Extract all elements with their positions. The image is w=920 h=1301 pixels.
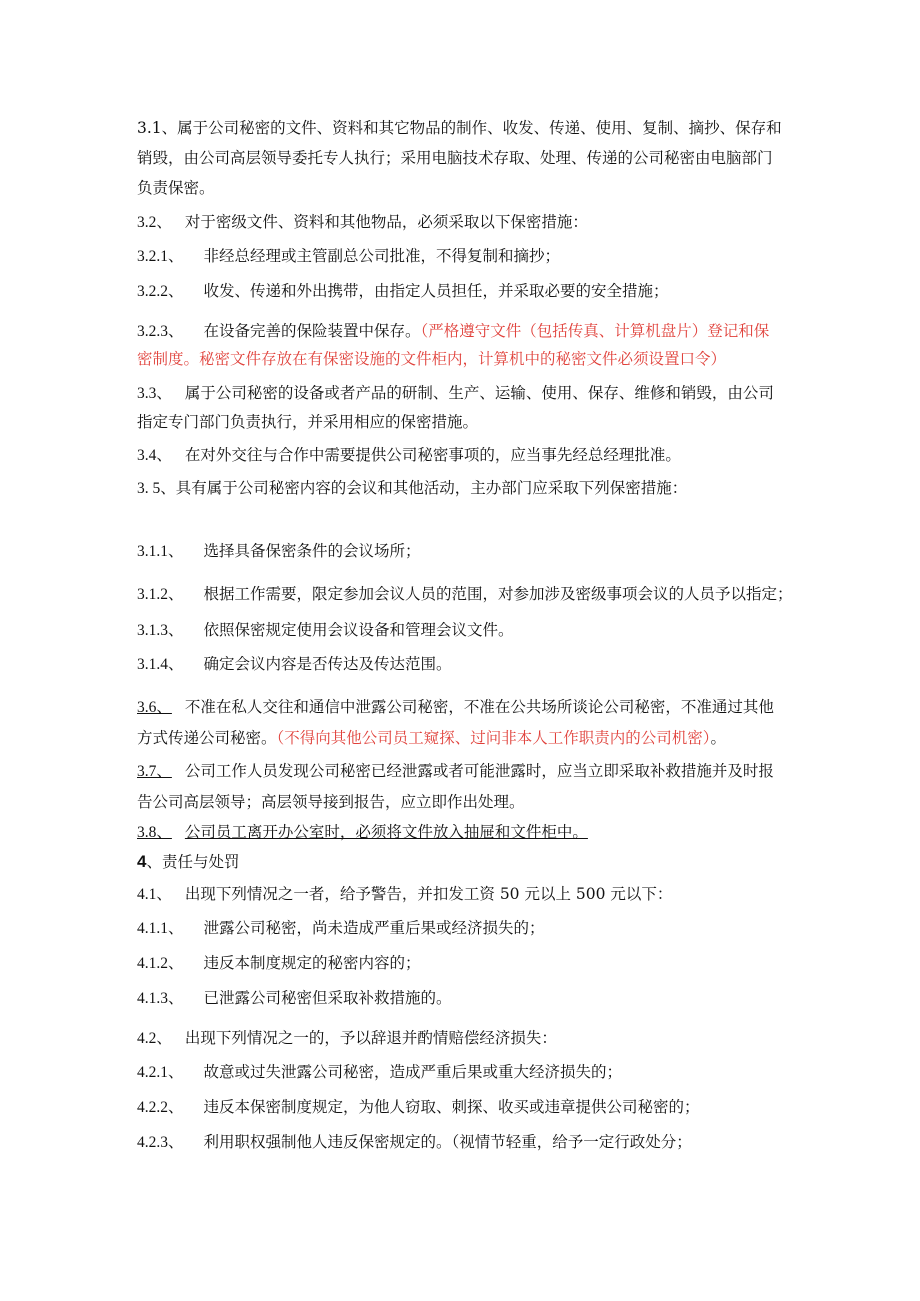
item-text: 具有属于公司秘密内容的会议和其他活动，主办部门应采取下列保密措施：	[175, 479, 688, 497]
para-4-2-3	[137, 1132, 692, 1153]
item-text: 泄露公司秘密，尚未造成严重后果或经济损失的；	[203, 919, 545, 937]
para-3-2-3-line-2: 密制度。秘密文件存放在有保密设施的文件柜内，计算机中的秘密文件必须设置口令）	[137, 350, 727, 368]
item-text: 在对外交往与合作中需要提供公司秘密事项的，应当事先经总经理批准。	[184, 446, 681, 464]
item-number: 3.1.1、	[137, 543, 184, 560]
item-number: 3.2、	[137, 214, 172, 231]
para-3-1-3	[137, 620, 514, 641]
item-number: 3.8、	[137, 824, 172, 841]
para-3-8	[137, 822, 588, 843]
section-title: 、责任与处罚	[146, 853, 240, 871]
item-text: 收发、传递和外出携带，由指定人员担任，并采取必要的安全措施；	[203, 282, 669, 300]
para-3-2-3	[137, 321, 769, 342]
item-text: 方式传递公司秘密。	[137, 729, 277, 747]
item-number: 3.4、	[137, 447, 172, 464]
item-number: 3.1.2、	[137, 586, 184, 603]
para-3-1-2	[137, 584, 793, 605]
item-text: 非经总经理或主管副总公司批准，不得复制和摘抄；	[203, 247, 561, 265]
para-3-1-4	[137, 654, 452, 675]
item-text: 属于公司秘密的设备或者产品的研制、生产、运输、使用、保存、维修和销毁，由公司	[184, 384, 774, 402]
para-3-3-line-1	[137, 383, 774, 404]
para-4-2-1	[137, 1062, 622, 1083]
item-text: 利用职权强制他人违反保密规定的。（视情节轻重，给予一定行政处分；	[203, 1133, 692, 1151]
para-3-2-1	[137, 246, 560, 267]
item-number: 4.1.1、	[137, 920, 184, 937]
item-number: 3.2.2、	[137, 283, 184, 300]
item-text: 违反本制度规定的秘密内容的；	[203, 954, 421, 972]
item-number: 4.2、	[137, 1030, 172, 1047]
para-3-5	[137, 478, 687, 499]
para-3-1-1	[137, 541, 421, 562]
para-4-2-2	[137, 1097, 700, 1118]
item-number: 4.1.3、	[137, 990, 184, 1007]
item-number: 4.2.2、	[137, 1099, 184, 1116]
para-3-2-2	[137, 281, 669, 302]
para-4-1-3	[137, 988, 452, 1009]
item-text: 依照保密规定使用会议设备和管理会议文件。	[203, 621, 514, 639]
red-note: （严格遵守文件（包括传真、计算机盘片）登记和保	[420, 322, 770, 340]
item-text: 故意或过失泄露公司秘密，造成严重后果或重大经济损失的；	[203, 1063, 623, 1081]
para-4-2	[137, 1028, 557, 1049]
para-4-1-1	[137, 918, 545, 939]
item-number: 4.1.2、	[137, 955, 184, 972]
item-number: 3.2.1、	[137, 248, 184, 265]
para-3-6-line-2	[137, 728, 726, 748]
item-number: 3.6、	[137, 699, 172, 716]
item-text: 在设备完善的保险装置中保存。	[203, 322, 421, 340]
item-text: 不准在私人交往和通信中泄露公司秘密，不准在公共场所谈论公司秘密，不准通过其他	[184, 698, 774, 716]
item-text: 已泄露公司秘密但采取补救措施的。	[203, 989, 452, 1007]
para-3-1-line-1: 3.1、属于公司秘密的文件、资料和其它物品的制作、收发、传递、使用、复制、摘抄、保存和	[137, 119, 782, 137]
red-note: （不得向其他公司员工窥探、过问非本人工作职责内的公司机密）	[276, 729, 711, 747]
item-text: 确定会议内容是否传达及传达范围。	[203, 655, 452, 673]
para-3-3-line-2: 指定专门部门负责执行，并采用相应的保密措施。	[137, 413, 479, 431]
para-4-1	[137, 884, 672, 905]
item-end: 。	[710, 729, 727, 747]
para-3-6-line-1	[137, 697, 774, 718]
item-text: 对于密级文件、资料和其他物品，必须采取以下保密措施：	[184, 213, 588, 231]
item-number: 3. 5、	[137, 480, 176, 497]
item-text: 公司员工离开办公室时，必须将文件放入抽屉和文件柜中。	[184, 823, 588, 841]
section-number: 4	[137, 852, 147, 871]
item-number: 3.2.3、	[137, 323, 184, 340]
para-3-7-line-2: 告公司高层领导；高层领导接到报告，应立即作出处理。	[137, 793, 525, 811]
item-number: 4.1、	[137, 886, 172, 903]
item-number: 3.7、	[137, 763, 172, 780]
item-text: 公司工作人员发现公司秘密已经泄露或者可能泄露时，应当立即采取补救措施并及时报	[184, 762, 774, 780]
item-text: 出现下列情况之一的，予以辞退并酌情赔偿经济损失：	[184, 1029, 557, 1047]
para-4-1-2	[137, 953, 421, 974]
item-number: 3.1.4、	[137, 656, 184, 673]
item-number: 4.2.3、	[137, 1134, 184, 1151]
para-3-1-line-3: 负责保密。	[137, 179, 215, 197]
item-text: 违反本保密制度规定，为他人窃取、刺探、收买或违章提供公司秘密的；	[203, 1098, 700, 1116]
item-number: 3.1.3、	[137, 622, 184, 639]
item-text: 选择具备保密条件的会议场所；	[203, 542, 421, 560]
item-text: 出现下列情况之一者，给予警告，并扣发工资 50 元以上 500 元以下：	[184, 885, 673, 903]
item-number: 3.3、	[137, 385, 172, 402]
para-3-7-line-1	[137, 761, 774, 782]
item-text: 根据工作需要，限定参加会议人员的范围，对参加涉及密级事项会议的人员予以指定；	[203, 585, 793, 603]
section-4-heading	[137, 852, 239, 872]
para-3-1-line-2: 销毁，由公司高层领导委托专人执行；采用电脑技术存取、处理、传递的公司秘密由电脑部门	[137, 149, 773, 167]
para-3-2	[137, 212, 588, 233]
para-3-4	[137, 445, 681, 466]
item-number: 4.2.1、	[137, 1064, 184, 1081]
